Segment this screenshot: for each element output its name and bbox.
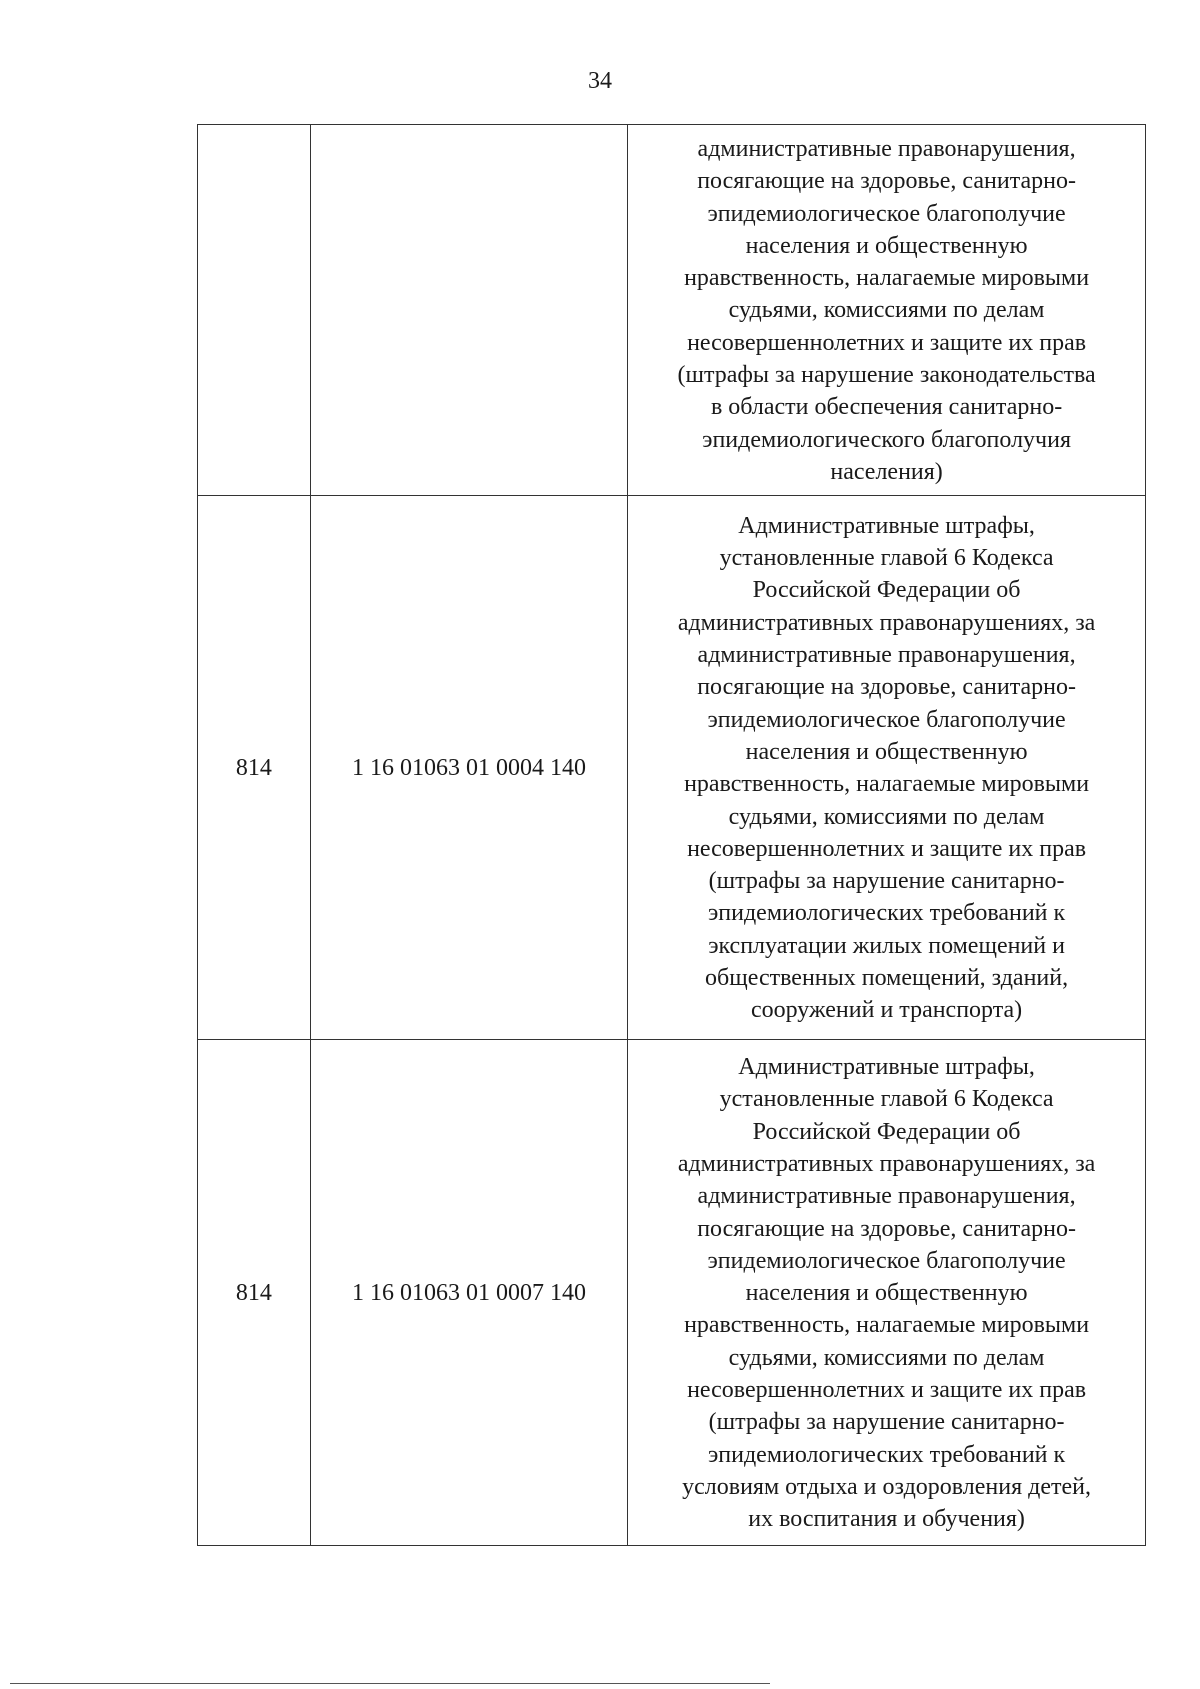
description-line: Российской Федерации об — [752, 1118, 1021, 1145]
description-cell — [628, 125, 1146, 496]
description-line: судьями, комиссиями по делам — [728, 803, 1045, 830]
description-line: установленные главой 6 Кодекса — [719, 1086, 1054, 1113]
description-line: судьями, комиссиями по делам — [728, 297, 1045, 324]
description-line: несовершеннолетних и защите их прав — [687, 329, 1087, 356]
description-line: административных правонарушениях, за — [677, 609, 1096, 636]
footer-rule — [10, 1683, 770, 1684]
description-line: общественных помещений, зданий, — [705, 965, 1069, 992]
description-line: посягающие на здоровье, санитарно- — [697, 168, 1076, 195]
description-line: несовершеннолетних и защите их прав — [687, 1377, 1087, 1403]
description-line: нравственность, налагаемые мировыми — [684, 771, 1090, 798]
description-line: их воспитания и обучения) — [748, 1506, 1025, 1533]
description-line: нравственность, налагаемые мировыми — [684, 1312, 1090, 1339]
description-line: эпидемиологических требований к — [707, 1441, 1066, 1468]
description-line: административные правонарушения, — [697, 136, 1076, 162]
description-line: посягающие на здоровье, санитарно- — [697, 674, 1076, 701]
description-line: Административные штрафы, — [738, 512, 1035, 539]
description-line: административных правонарушениях, за — [677, 1150, 1096, 1177]
description-line: населения) — [830, 458, 943, 485]
admin-code-cell: 814 — [198, 1040, 311, 1546]
description-line: нравственность, налагаемые мировыми — [684, 265, 1090, 292]
admin-code-cell — [198, 125, 311, 496]
description-line: условиям отдыха и оздоровления детей, — [682, 1473, 1092, 1500]
description-line: (штрафы за нарушение санитарно- — [708, 868, 1065, 895]
description-cell — [628, 1040, 1146, 1546]
table-row — [198, 1040, 1146, 1546]
description-line: посягающие на здоровье, санитарно- — [697, 1215, 1076, 1242]
table-row — [198, 496, 1146, 1040]
description-line: эпидемиологическое благополучие — [707, 200, 1066, 227]
description-line: установленные главой 6 Кодекса — [719, 545, 1054, 572]
description-line: населения и общественную — [745, 232, 1028, 259]
description-line: (штрафы за нарушение санитарно- — [708, 1409, 1065, 1436]
description-line: Российской Федерации об — [752, 577, 1021, 604]
table-row — [198, 125, 1146, 496]
budget-code-cell: 1 16 01063 01 0007 140 — [310, 1040, 627, 1546]
description-line: сооружений и транспорта) — [750, 997, 1023, 1024]
admin-code-cell: 814 — [198, 496, 311, 1040]
description-line: эпидемиологическое благополучие — [707, 706, 1066, 733]
description-line: населения и общественную — [745, 738, 1028, 765]
description-line: эксплуатации жилых помещений и — [708, 932, 1065, 959]
description-line: в области обеспечения санитарно- — [710, 394, 1063, 421]
description-line: населения и общественную — [745, 1280, 1028, 1307]
description-line: судьями, комиссиями по делам — [728, 1344, 1045, 1371]
description-line: Административные штрафы, — [738, 1054, 1035, 1081]
budget-codes-table — [197, 124, 1146, 1546]
budget-code-cell — [310, 125, 627, 496]
budget-code-cell: 1 16 01063 01 0004 140 — [310, 496, 627, 1040]
description-line: административные правонарушения, — [697, 642, 1076, 669]
description-line: несовершеннолетних и защите их прав — [687, 835, 1087, 862]
description-line: административные правонарушения, — [697, 1183, 1076, 1210]
description-line: эпидемиологическое благополучие — [707, 1247, 1066, 1274]
description-cell — [628, 496, 1146, 1040]
description-line: эпидемиологического благополучия — [702, 426, 1071, 453]
description-line: (штрафы за нарушение законодательства — [677, 362, 1096, 389]
description-line: эпидемиологических требований к — [707, 900, 1066, 927]
page-number: 34 — [588, 68, 612, 94]
